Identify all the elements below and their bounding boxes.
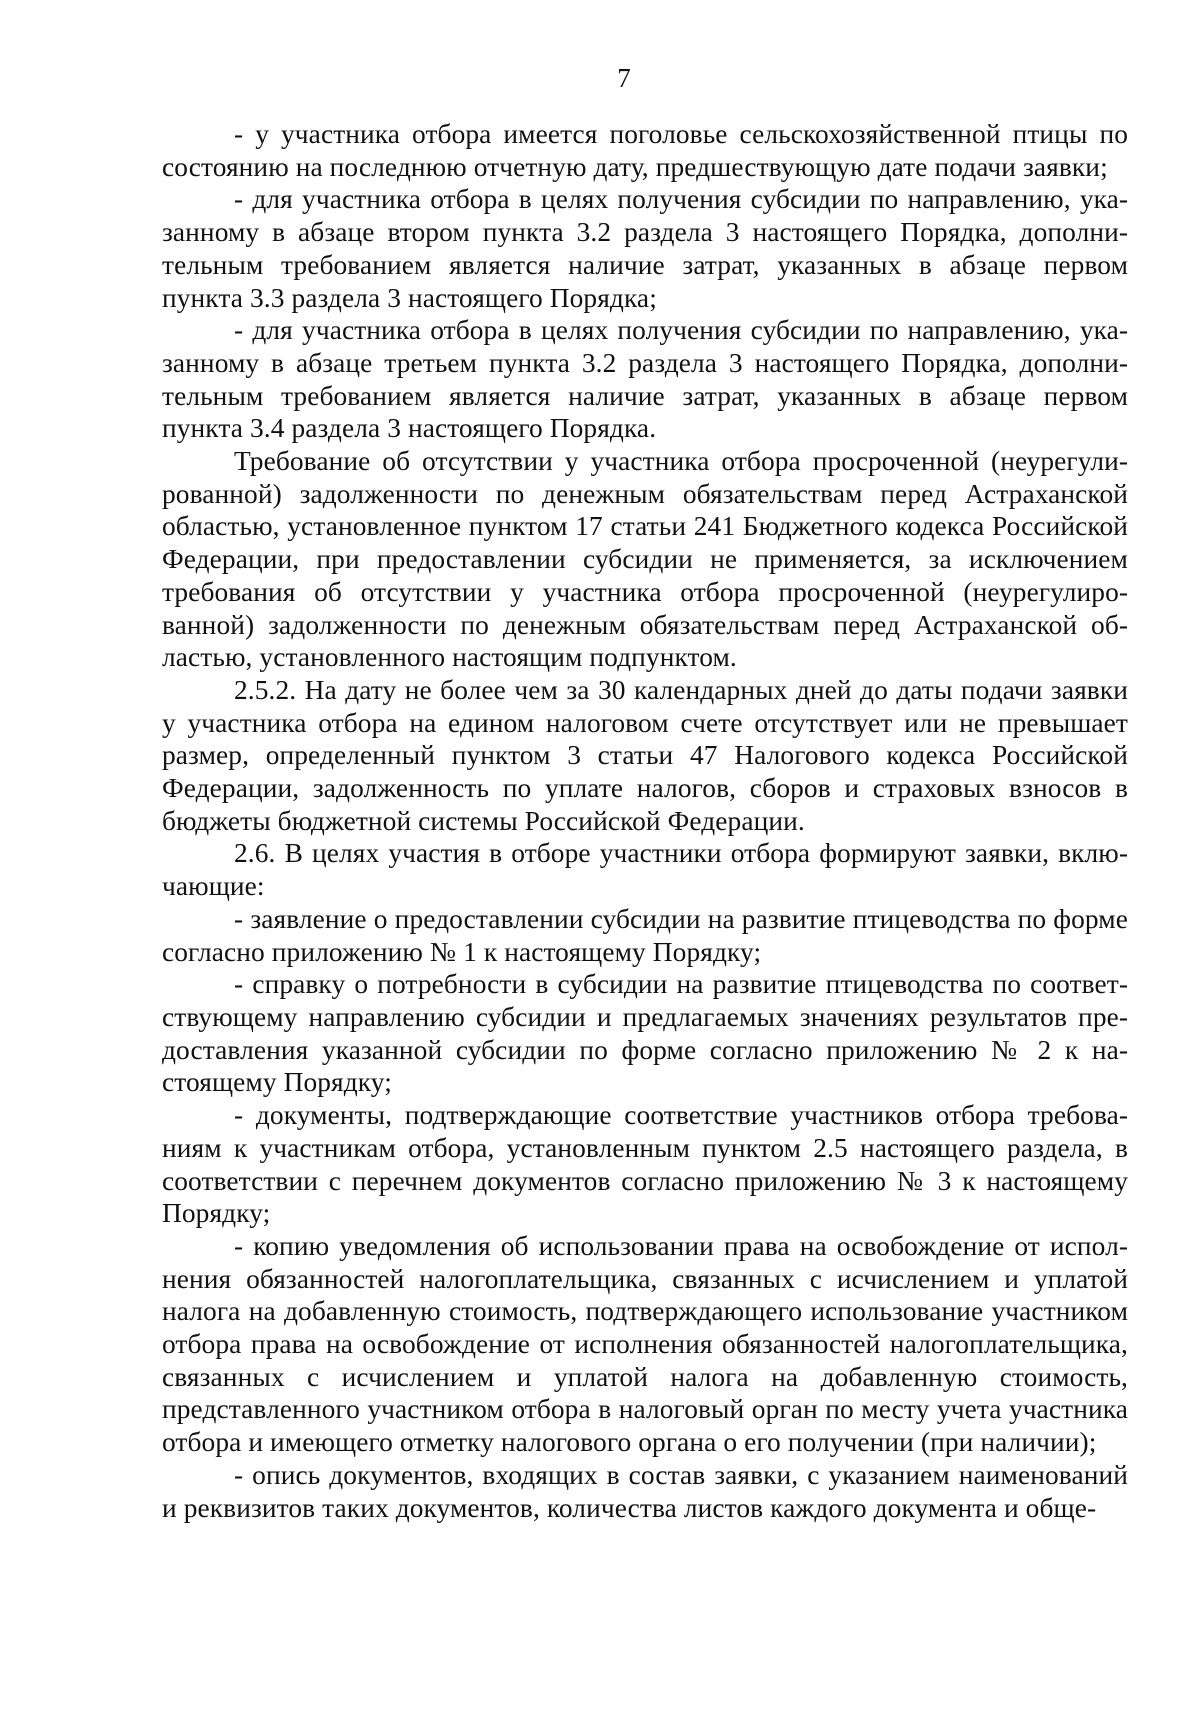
list-item-document-inventory: - опись документов, входящих в состав заявки, с указанием наименований и реквизитов таких документов, количества листов каждого документа и обще- (162, 1459, 1128, 1523)
list-item-vat-exemption-notice: - копию уведомления об использовании права на освобождение от исполнения обязанностей налогоплательщика, связанных с исчислением и уплатой налога на добавленную стоимость, подтверждающего использование участником отбора права на освобождение от исполнения обязанностей налогоплательщика, связанных с исчислением и уплатой налога на добавленную стоимость, представленного участником отбора в налоговый орган по месту учета участника отбора и имеющего отметку налогового органа о его получении (при наличии); (162, 1230, 1128, 1458)
list-item-subsidy-need-statement: - справку о потребности в субсидии на развитие птицеводства по соответствующему направлению субсидии и предлагаемых значениях результатов предоставления указанной субсидии по форме согласно приложению № 2 к настоящему Порядку; (162, 969, 1128, 1098)
paragraph-poultry-stock: - у участника отбора имеется поголовье сельскохозяйственной птицы по состоянию на последнюю отчетную дату, предшествующую дате подачи заявки; (162, 119, 1128, 182)
list-item-application: - заявление о предоставлении субсидии на развитие птицеводства по форме согласно приложению № 1 к настоящему Порядку; (162, 903, 1128, 967)
paragraph-direction-2-requirement: - для участника отбора в целях получения субсидии по направлению, указанному в абзаце втором пункта 3.2 раздела 3 настоящего Порядка, дополнительным требованием является наличие затрат, указанных в абзаце первом пункта 3.3 раздела 3 настоящего Порядка; (162, 184, 1128, 313)
list-item-compliance-documents: - документы, подтверждающие соответствие участников отбора требованиям к участникам отбора, установленным пунктом 2.5 настоящего раздела, в соответствии с перечнем документов согласно приложению № 3 к настоящему Порядку; (162, 1100, 1128, 1229)
paragraph-debt-requirement: Требование об отсутствии у участника отбора просроченной (неурегулированной) задолженности по денежным обязательствам перед Астраханской областью, установленное пунктом 17 статьи 241 Бюджетного кодекса Российской Федерации, при предоставлении субсидии не применяется, за исключением требования об отсутствии у участника отбора просроченной (неурегулированной) задолженности по денежным обязательствам перед Астраханской областью, установленного настоящим подпунктом. (162, 446, 1128, 673)
page-number: 7 (617, 63, 631, 93)
paragraph-direction-3-requirement: - для участника отбора в целях получения субсидии по направлению, указанному в абзаце третьем пункта 3.2 раздела 3 настоящего Порядка, дополнительным требованием является наличие затрат, указанных в абзаце первом пункта 3.4 раздела 3 настоящего Порядка. (162, 315, 1128, 444)
paragraph-2-5-2: 2.5.2. На дату не более чем за 30 календарных дней до даты подачи заявки у участника отбора на едином налоговом счете отсутствует или не превышает размер, определенный пунктом 3 статьи 47 Налогового кодекса Российской Федерации, задолженность по уплате налогов, сборов и страховых взносов в бюджеты бюджетной системы Российской Федерации. (162, 674, 1128, 836)
paragraph-2-6: 2.6. В целях участия в отборе участники отбора формируют заявки, включающие: (162, 838, 1128, 902)
document-body (162, 118, 1128, 1524)
